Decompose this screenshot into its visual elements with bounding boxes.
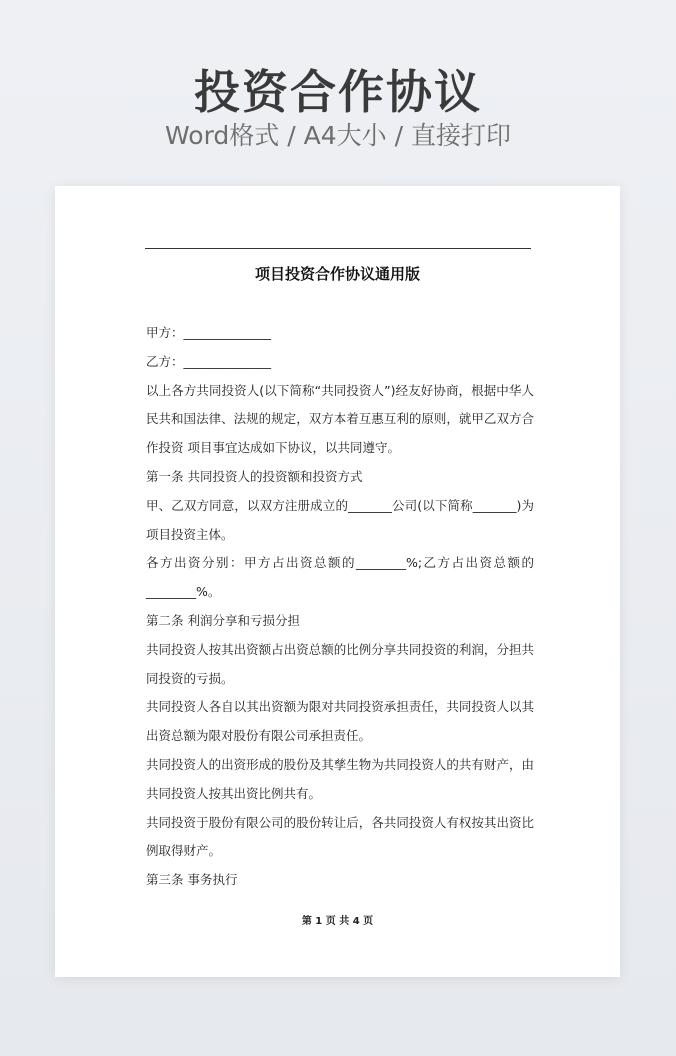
- document-body: [146, 319, 534, 895]
- article-3-heading: 第三条 事务执行: [146, 872, 238, 888]
- paragraph: 共同投资人按其出资额占出资总额的比例分享共同投资的利润，分担共同投资的亏损。: [146, 641, 534, 686]
- party-b-line: 乙方：______________: [146, 353, 272, 369]
- document-page: [55, 186, 620, 977]
- party-a-line: 甲方：______________: [146, 325, 272, 340]
- paragraph: 甲、乙双方同意，以双方注册成立的_______公司(以下简称_______)为项目投资主体。: [146, 497, 534, 542]
- paragraph: 各方出资分别：甲方占出资总额的________%;乙方占出资总额的________%。: [146, 555, 534, 600]
- preamble-paragraph: 以上各方共同投资人(以下简称“共同投资人”)经友好协商，根据中华人民共和国法律、法规的规定，双方本着互惠互利的原则，就甲乙双方合作投资 项目事宜达成如下协议，以共同遵守。: [146, 382, 534, 456]
- paragraph: 共同投资于股份有限公司的股份转让后，各共同投资人有权按其出资比例取得财产。: [146, 814, 534, 859]
- banner-title: 投资合作协议: [194, 65, 482, 119]
- page-number: 第 1 页 共 4 页: [301, 916, 374, 927]
- article-2-heading: 第二条 利润分享和亏损分担: [146, 612, 300, 628]
- paragraph: 共同投资人各自以其出资额为限对共同投资承担责任，共同投资人以其出资总额为限对股份有限公司承担责任。: [146, 699, 534, 744]
- article-1-heading: 第一条 共同投资人的投资额和投资方式: [146, 468, 363, 484]
- header-rule: [145, 248, 531, 249]
- banner-subtitle: Word格式 / A4大小 / 直接打印: [165, 121, 511, 150]
- paragraph: 共同投资人的出资形成的股份及其孳生物为共同投资人的共有财产，由共同投资人按其出资比例共有。: [146, 756, 534, 801]
- document-title: 项目投资合作协议通用版: [254, 265, 420, 283]
